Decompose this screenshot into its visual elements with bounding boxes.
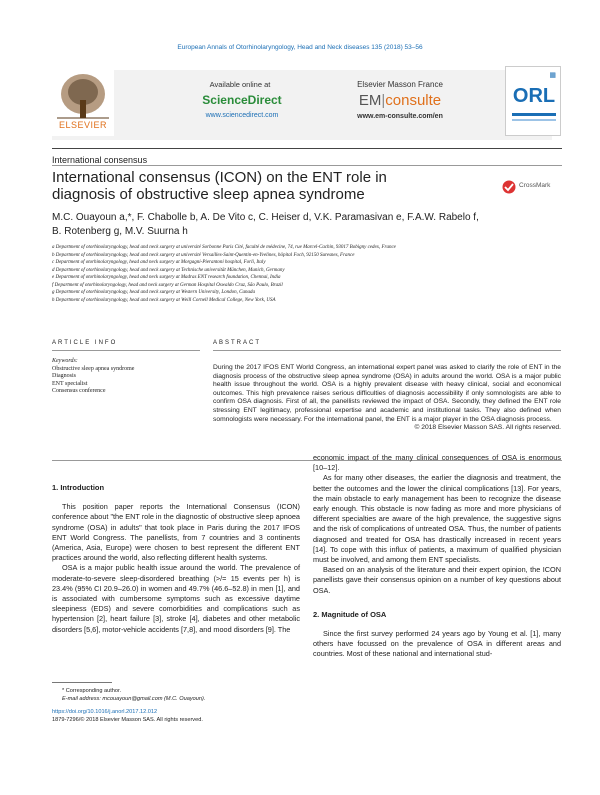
body-paragraph: Since the first survey performed 24 years ago by Young et al. [1], many others have focussed on the prevalence of OSA in different areas and countries. Most of these national and international stud-: [313, 629, 561, 659]
affiliation: d Department of otorhinolaryngology, head and neck surgery at Technische universität München, Munich, Germany: [52, 267, 285, 273]
affiliation: a Department of otorhinolaryngology, head and neck surgery at université Sorbonne Paris Cité, faculté de médecine, 74, rue Marcel-Cachin, 93017 Bobigny cedex, France: [52, 245, 396, 250]
crossmark-label: CrossMark: [519, 182, 551, 189]
keyword: Obstructive sleep apnea syndrome: [52, 365, 135, 372]
em-prefix: EM: [358, 92, 382, 109]
available-online-label: Available online at: [209, 80, 271, 89]
divider: [52, 148, 562, 149]
body-paragraph: As for many other diseases, the earlier the diagnosis and treatment, the better the outcomes and the lower the clinical complications [13]. For years, the main obstacle to early management has been to recognize the disease early enough. This obstacle is now fading as more and more physicians of different specialties are aware of the high prevalence, the suggestive signs and the risk of complications of untreated OSA. Thus, the number of patients diagnosed and treated for OSA has drastically increased in recent years [14]. To cope with this influx of patients, a maximum of qualified physician must be involved, and among them ENT specialists.: [313, 473, 561, 565]
body-paragraph: Based on an analysis of the literature and their expert opinion, the ICON panellists gave their consensus opinion on a number of key questions about OSA.: [313, 565, 561, 595]
elsevier-logo: [52, 66, 114, 136]
affiliation: g Department of otorhinolaryngology, head and neck surgery at Western University, London, Canada: [52, 290, 255, 295]
cover-stripe: [512, 113, 556, 116]
intro-heading: 1. Introduction: [52, 483, 105, 492]
crossmark-icon: [502, 180, 516, 194]
affiliation: c Department of otorhinolaryngology, head and neck surgery at Morgagni-Pierantoni hospital, Forlì, Italy: [52, 260, 266, 265]
article-section: International consensus: [52, 155, 148, 165]
right-column: [313, 453, 561, 660]
divider: [213, 350, 561, 351]
affiliations: [52, 244, 552, 304]
footnote-rule: [52, 682, 112, 683]
affiliation: f Department of otorhinolaryngology, head and neck surgery at German Hospital Oswaldo Cruz, São Paulo, Brazil: [52, 282, 283, 288]
intro-paragraph: This position paper reports the International Consensus (ICON) conference about "the ENT role in the diagnostic of obstructive sleep apnoea syndrome (OSA) in adults" that took place in Paris during the 2017 IFOS ENT World Congress. The panellists, from 7 countries and 3 continents (America, Asia, Europe) were chosen to best represent the different ENT practices around the world, also reflecting different health systems.: [52, 502, 300, 563]
keyword: ENT specialist: [52, 380, 88, 387]
authors-line: B. Rotenberg g, M.V. Suurna h: [52, 226, 188, 237]
abstract-copyright: © 2018 Elsevier Masson SAS. All rights reserved.: [414, 424, 561, 432]
keyword: Consensus conference: [52, 388, 106, 394]
divider: [52, 350, 200, 351]
magnitude-heading: 2. Magnitude of OSA: [313, 609, 387, 619]
cover-stripe: [512, 119, 556, 121]
footnotes: [62, 688, 302, 703]
em-suffix: consulte: [385, 92, 442, 109]
cover-menu-icon: ▦: [549, 72, 556, 79]
abstract-body: During the 2017 IFOS ENT World Congress, an international expert panel was asked to clarify the role of ENT in the diagnosis process of the obstructive sleep apnea syndrome (OSA) in adults around the world. OSA is a major public health issue throughout the world. OSA is a highly prevalent disease with heavy clinical, social and economical outcomes. This high prevalence raises serious difficulties of diagnosis accessibility if only somnologists are able to confirm OSA diagnosis. First of all, the panellists reviewed the impact of OSA. Secondly, they defined the ENT role stressing ENT legitimacy, professional expertise and academic and institutional tasks. They also defined when somnologists were necessary. For the international panel, the ENT is a major player in the OSA diagnosis process.: [213, 364, 561, 423]
abstract-text: [213, 364, 561, 433]
keyword: Diagnosis: [52, 373, 76, 379]
left-column: [52, 483, 300, 635]
journal-cover[interactable]: [505, 66, 561, 136]
crossmark-badge[interactable]: [502, 178, 562, 196]
article-title: International consensus (ICON) on the ENT role in diagnosis of obstructive sleep apnea syndrome: [52, 169, 387, 203]
article-info-heading: ARTICLE INFO: [52, 340, 118, 346]
abstract-heading: ABSTRACT: [213, 340, 262, 346]
authors-line: M.C. Ouayoun a,*, F. Chabolle b, A. De Vito c, C. Heiser d, V.K. Paramasivan e, F.A.W. Rabelo f,: [52, 212, 479, 223]
emconsulte-link[interactable]: www.em-consulte.com/en: [357, 113, 443, 120]
email-address[interactable]: E-mail address: mcouayoun@gmail.com (M.C. Ouayoun).: [62, 695, 206, 702]
affiliation: e Department of otorhinolaryngology, head and neck surgery at Madras ENT research foundation, Chennai, India: [52, 275, 281, 280]
author-list: [52, 211, 552, 239]
cover-title: ORL: [512, 85, 556, 107]
affiliation: h Department of otorhinolaryngology, head and neck surgery at Weill Cornell Medical College, New York, USA: [52, 297, 276, 303]
intro-paragraph: OSA is a major public health issue around the world. The prevalence of moderate-to-severe sleep-disordered breathing (>/= 15 events per h) is 23.4% (95% CI 20.9–26.0) in women and 49.7% (46.6–52.8) in men [1], and is associated with cumbersome symptoms such as excessive daytime sleepiness (EDS) and severe comorbidities and complications such as hypertension [2], heart failure [3], stroke [4], diabetes and other metabolic disorders [5,6], motor-vehicle accidents [7,8], and mood disorders [9]. The: [52, 563, 300, 634]
corresponding-author: * Corresponding author.: [62, 688, 122, 694]
keywords-label: Keywords:: [52, 358, 78, 364]
issn-copyright: 1879-7296/© 2018 Elsevier Masson SAS. All rights reserved.: [52, 717, 203, 723]
divider: [52, 165, 562, 166]
emconsulte-logo[interactable]: EM|consulte: [358, 92, 442, 109]
affiliation: b Department of otorhinolaryngology, head and neck surgery at université Versailles-Saint-Quentin-en-Yvelines, hôpital Foch, 92150 Suresnes, France: [52, 252, 355, 258]
doi-link[interactable]: https://doi.org/10.1016/j.anorl.2017.12.012: [52, 709, 158, 715]
sciencedirect-link[interactable]: www.sciencedirect.com: [205, 112, 279, 119]
keywords: [52, 358, 202, 396]
sciencedirect-logo[interactable]: ScienceDirect: [202, 93, 282, 107]
elsevier-wordmark: ELSEVIER: [58, 120, 108, 130]
elsevier-masson-label: Elsevier Masson France: [357, 80, 443, 89]
journal-citation[interactable]: European Annals of Otorhinolaryngology, Head and Neck diseases 135 (2018) 53–56: [177, 44, 423, 51]
body-paragraph: economic impact of the many clinical consequences of OSA is enormous [10–12].: [313, 453, 561, 473]
